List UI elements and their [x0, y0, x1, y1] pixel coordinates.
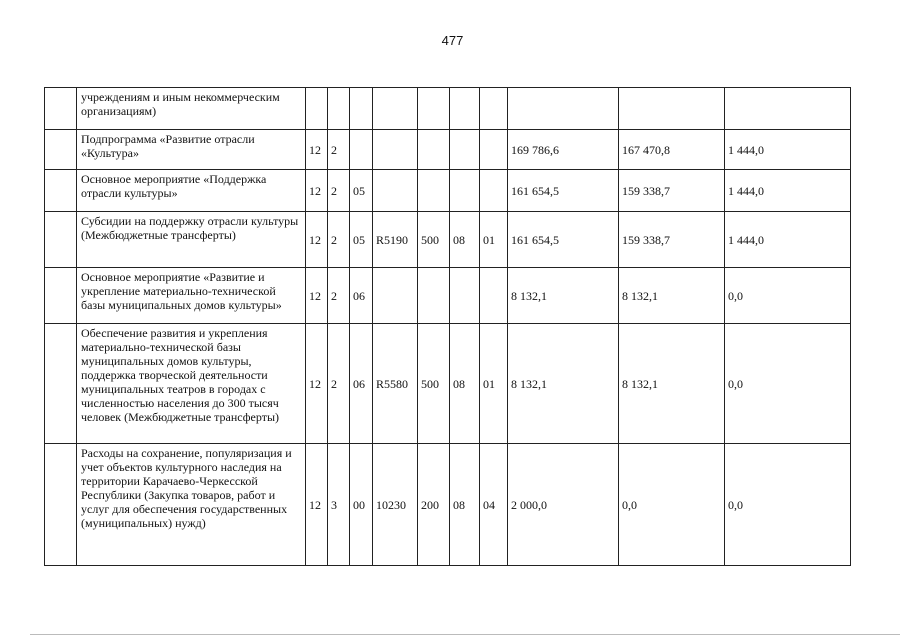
code-cell: 2 — [328, 212, 350, 268]
table-row — [45, 268, 851, 324]
code-cell — [373, 130, 418, 170]
row-name: Подпрограмма «Развитие отрасли «Культура» — [77, 130, 306, 170]
amount-cell: 161 654,5 — [508, 212, 619, 268]
code-cell — [373, 170, 418, 212]
code-cell: 06 — [350, 268, 373, 324]
code-cell: 01 — [480, 324, 508, 444]
code-cell — [306, 88, 328, 130]
amount-cell: 0,0 — [725, 268, 851, 324]
code-cell: R5580 — [373, 324, 418, 444]
amount-cell: 8 132,1 — [619, 324, 725, 444]
code-cell — [350, 130, 373, 170]
code-cell: 2 — [328, 268, 350, 324]
row-name: Субсидии на поддержку отрасли культуры (Межбюджетные трансферты) — [77, 212, 306, 268]
amount-cell: 1 444,0 — [725, 212, 851, 268]
code-cell — [418, 130, 450, 170]
page-number: 477 — [441, 33, 464, 48]
index-cell — [45, 212, 77, 268]
amount-cell: 161 654,5 — [508, 170, 619, 212]
code-cell — [418, 170, 450, 212]
code-cell — [480, 88, 508, 130]
amount-cell: 0,0 — [725, 444, 851, 566]
code-cell: 05 — [350, 212, 373, 268]
code-cell: 12 — [306, 170, 328, 212]
code-cell: 01 — [480, 212, 508, 268]
code-cell: 05 — [350, 170, 373, 212]
code-cell: 2 — [328, 130, 350, 170]
code-cell — [373, 268, 418, 324]
code-cell: 12 — [306, 324, 328, 444]
amount-cell: 0,0 — [725, 324, 851, 444]
table-row — [45, 170, 851, 212]
index-cell — [45, 324, 77, 444]
code-cell: 2 — [328, 170, 350, 212]
amount-cell: 8 132,1 — [508, 324, 619, 444]
code-cell: 12 — [306, 268, 328, 324]
code-cell: 00 — [350, 444, 373, 566]
code-cell: 200 — [418, 444, 450, 566]
code-cell: 08 — [450, 444, 480, 566]
code-cell: 2 — [328, 324, 350, 444]
code-cell: 06 — [350, 324, 373, 444]
amount-cell: 159 338,7 — [619, 170, 725, 212]
index-cell — [45, 268, 77, 324]
code-cell — [450, 268, 480, 324]
code-cell: 04 — [480, 444, 508, 566]
code-cell — [450, 130, 480, 170]
code-cell — [328, 88, 350, 130]
code-cell: 500 — [418, 212, 450, 268]
code-cell — [418, 268, 450, 324]
code-cell: 12 — [306, 212, 328, 268]
code-cell — [350, 88, 373, 130]
amount-cell: 159 338,7 — [619, 212, 725, 268]
amount-cell: 169 786,6 — [508, 130, 619, 170]
code-cell: 500 — [418, 324, 450, 444]
index-cell — [45, 130, 77, 170]
budget-table — [44, 87, 851, 566]
code-cell — [450, 170, 480, 212]
table-row — [45, 88, 851, 130]
code-cell: 12 — [306, 130, 328, 170]
amount-cell: 0,0 — [619, 444, 725, 566]
amount-cell: 167 470,8 — [619, 130, 725, 170]
code-cell — [450, 88, 480, 130]
row-name: Расходы на сохранение, популяризация и учет объектов культурного наследия на территории Карачаево-Черкесской Республики (Закупка товаров, работ и услуг для обеспечения государственных (муниципальных) нужд) — [77, 444, 306, 566]
amount-cell — [725, 88, 851, 130]
amount-cell: 1 444,0 — [725, 130, 851, 170]
index-cell — [45, 88, 77, 130]
code-cell: 3 — [328, 444, 350, 566]
amount-cell: 2 000,0 — [508, 444, 619, 566]
row-name: учреждениям и иным некоммерческим организациям) — [77, 88, 306, 130]
table-row — [45, 324, 851, 444]
code-cell: 10230 — [373, 444, 418, 566]
amount-cell — [508, 88, 619, 130]
code-cell: 08 — [450, 212, 480, 268]
code-cell — [373, 88, 418, 130]
row-name: Обеспечение развития и укрепления материально-технической базы муниципальных домов культуры, поддержка творческой деятельности муниципальных театров в городах с численностью населения до 300 тысяч человек (Межбюджетные трансферты) — [77, 324, 306, 444]
code-cell — [480, 268, 508, 324]
code-cell: R5190 — [373, 212, 418, 268]
amount-cell: 1 444,0 — [725, 170, 851, 212]
index-cell — [45, 444, 77, 566]
amount-cell — [619, 88, 725, 130]
row-name: Основное мероприятие «Поддержка отрасли культуры» — [77, 170, 306, 212]
row-name: Основное мероприятие «Развитие и укрепление материально-технической базы муниципальных домов культуры» — [77, 268, 306, 324]
table-row — [45, 212, 851, 268]
table-row — [45, 130, 851, 170]
index-cell — [45, 170, 77, 212]
code-cell — [480, 170, 508, 212]
code-cell: 08 — [450, 324, 480, 444]
code-cell — [480, 130, 508, 170]
code-cell — [418, 88, 450, 130]
code-cell: 12 — [306, 444, 328, 566]
table-row — [45, 444, 851, 566]
scan-edge-line — [30, 634, 900, 635]
amount-cell: 8 132,1 — [619, 268, 725, 324]
amount-cell: 8 132,1 — [508, 268, 619, 324]
